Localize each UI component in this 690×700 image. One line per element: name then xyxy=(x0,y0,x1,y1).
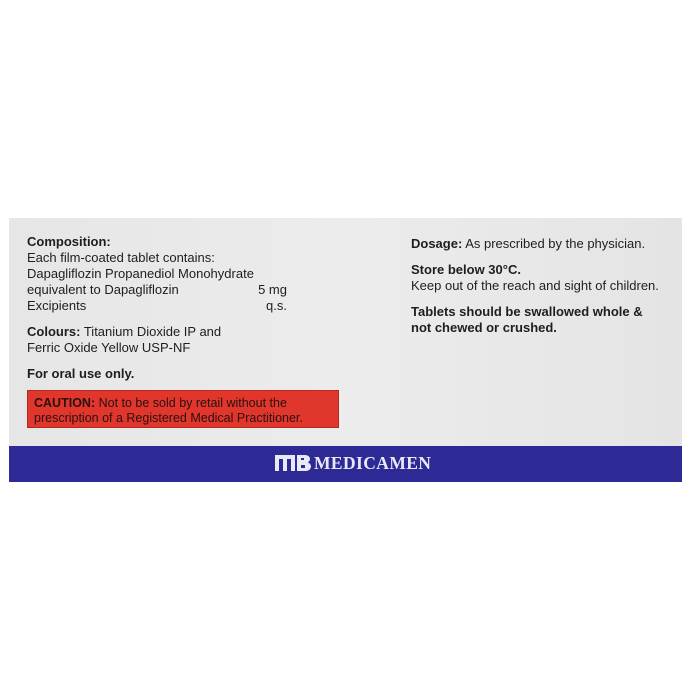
dosage-text: As prescribed by the physician. xyxy=(465,236,646,251)
swallow-text: Tablets should be swallowed whole & xyxy=(411,304,643,319)
medicine-carton-panel xyxy=(9,218,682,482)
composition-row-qty: q.s. xyxy=(266,298,287,313)
oral-use-text: For oral use only. xyxy=(27,366,135,381)
composition-column xyxy=(27,234,357,382)
composition-row xyxy=(27,282,357,298)
mb-logo-icon xyxy=(275,452,311,474)
caution-text: prescription of a Registered Medical Practitioner. xyxy=(34,411,303,425)
composition-row xyxy=(27,298,357,314)
dosage-label: Dosage: xyxy=(411,236,463,251)
storage-text: Keep out of the reach and sight of children. xyxy=(411,278,659,293)
composition-row-label: equivalent to Dapagliflozin xyxy=(27,282,179,297)
caution-box xyxy=(27,390,339,428)
instructions-column xyxy=(411,236,681,336)
caution-text: Not to be sold by retail without the xyxy=(98,396,287,410)
colours-label: Colours: xyxy=(27,324,81,339)
dosage-line xyxy=(411,236,681,252)
composition-line: Each film-coated tablet contains: xyxy=(27,250,215,265)
composition-heading: Composition: xyxy=(27,234,111,249)
composition-row-label: Excipients xyxy=(27,298,87,313)
brand-band xyxy=(9,446,682,482)
composition-line: Dapagliflozin Propanediol Monohydrate xyxy=(27,266,254,281)
brand-lockup xyxy=(275,452,431,474)
composition-row-qty: 5 mg xyxy=(258,282,287,297)
colours-line: Ferric Oxide Yellow USP-NF xyxy=(27,340,191,355)
colours-line xyxy=(27,324,357,340)
swallow-text: not chewed or crushed. xyxy=(411,320,557,335)
brand-name: MEDICAMEN xyxy=(314,452,432,473)
colours-text: Titanium Dioxide IP and xyxy=(83,324,222,339)
caution-label: CAUTION: xyxy=(34,396,96,410)
storage-title: Store below 30°C. xyxy=(411,262,521,277)
